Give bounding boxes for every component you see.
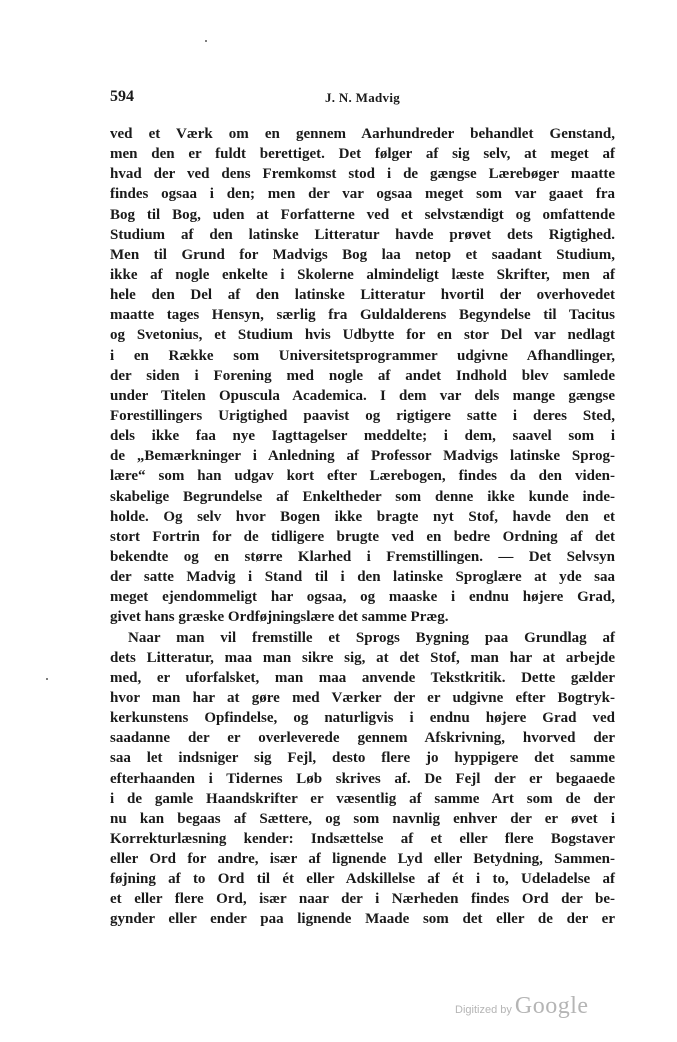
digitized-watermark	[455, 993, 589, 1020]
text-line: ved et Værk om en gennem Aarhundreder behandlet Genstand,	[110, 126, 615, 142]
paragraph-2	[110, 628, 615, 930]
text-line: saa let indsniger sig Fejl, desto flere jo hyppigere det samme	[110, 750, 615, 767]
google-logo: Google	[514, 993, 589, 1019]
text-line: gynder eller ender paa lignende Maade som det eller de der er	[110, 911, 615, 928]
paragraph-1	[110, 124, 615, 628]
text-line: føjning af to Ord til ét eller Adskillelse af ét i to, Udeladelse af	[110, 871, 615, 888]
text-line: hvad der ved dens Fremkomst stod i de gængse Lærebøger maatte	[110, 166, 615, 183]
text-line: et eller flere Ord, især naar der i Nærheden findes Ord der be-	[110, 891, 615, 908]
text-line: Forestillingers Urigtighed paavist og rigtigere satte i deres Sted,	[110, 407, 615, 424]
text-line: eller Ord for andre, især af lignende Lyd eller Betydning, Sammen-	[110, 851, 615, 868]
text-line: lære“ som han udgav kort efter Lærebogen, findes da den viden-	[110, 468, 615, 485]
text-line: og Svetonius, et Studium hvis Udbytte for en stor Del var nedlagt	[110, 327, 615, 344]
text-line: hele den Del af den latinske Litteratur hvortil der overhovedet	[110, 287, 615, 304]
text-line: saadanne der er overleverede gennem Afskrivning, hvorved der	[110, 730, 615, 747]
text-line: Men til Grund for Madvigs Bog laa netop et saadant Studium,	[110, 246, 615, 263]
text-line: ikke af nogle enkelte i Skolerne almindeligt læste Skrifter, men af	[110, 266, 615, 283]
text-line: der siden i Forening med nogle af andet Indhold blev samlede	[110, 367, 615, 384]
text-line: meget ejendommeligt har ogsaa, og maaske i endnu højere Grad,	[110, 589, 615, 606]
text-line: med, er uforfalsket, man maa anvende Tekstkritik. Dette gælder	[110, 669, 615, 686]
text-line: stort Fortrin for de tidligere brugte ved en bedre Ordning af det	[110, 528, 615, 545]
page-header	[110, 88, 615, 112]
text-body	[110, 124, 615, 930]
watermark-prefix: Digitized by	[455, 1004, 512, 1016]
text-line: nu kan begaas af Sættere, og som navnlig enhver der er øvet i	[110, 810, 615, 827]
text-line: dets Litteratur, maa man sikre sig, at det Stof, man har at arbejde	[110, 649, 615, 666]
text-line: bekendte og en større Klarhed i Fremstillingen. — Det Selvsyn	[110, 548, 615, 565]
text-line: men den er fuldt berettiget. Det følger af sig selv, at meget af	[110, 146, 615, 163]
text-line: givet hans græske Ordføjningslære det samme Præg.	[110, 609, 449, 626]
text-line: i en Række som Universitetsprogrammer udgivne Afhandlinger,	[110, 347, 615, 364]
text-line: hvor man har at gøre med Værker der er udgivne efter Bogtryk-	[110, 689, 615, 706]
text-line: findes ogsaa i den; men der var ogsaa meget som var gaaet fra	[110, 186, 615, 203]
speck-mark	[205, 40, 207, 42]
text-line: Studium af den latinske Litteratur havde prøvet dets Rigtighed.	[110, 226, 615, 243]
speck-mark	[46, 678, 48, 680]
text-line: i de gamle Haandskrifter er væsentlig af samme Art som de der	[110, 790, 615, 807]
text-line: under Titelen Opuscula Academica. I dem var dels mange gængse	[110, 387, 615, 404]
text-line: maatte tages Hensyn, særlig fra Guldalderens Begyndelse til Tacitus	[110, 307, 615, 324]
text-line: der satte Madvig i Stand til i den latinske Sproglære at yde saa	[110, 569, 615, 586]
text-line: kerkunstens Opfindelse, og naturligvis i endnu højere Grad ved	[110, 710, 615, 727]
page-number: 594	[110, 88, 134, 105]
text-line: holde. Og selv hvor Bogen ikke bragte nyt Stof, havde den et	[110, 508, 615, 525]
text-line: dels ikke faa nye Iagttagelser meddelte; i dem, saavel som i	[110, 428, 615, 445]
text-line: skabelige Begrundelse af Enkeltheder som denne ikke kunde inde-	[110, 488, 615, 505]
running-head: J. N. Madvig	[324, 90, 401, 105]
text-line: Naar man vil fremstille et Sprogs Bygning paa Grundlag af	[128, 629, 615, 646]
text-line: de „Bemærkninger i Anledning af Professor Madvigs latinske Sprog-	[110, 448, 615, 465]
text-line: Bog til Bog, uden at Forfatterne ved et selvstændigt og omfattende	[110, 206, 615, 223]
text-line: efterhaanden i Tidernes Løb skrives af. De Fejl der er begaaede	[110, 770, 615, 787]
text-line: Korrekturlæsning kender: Indsættelse af et eller flere Bogstaver	[110, 830, 615, 847]
